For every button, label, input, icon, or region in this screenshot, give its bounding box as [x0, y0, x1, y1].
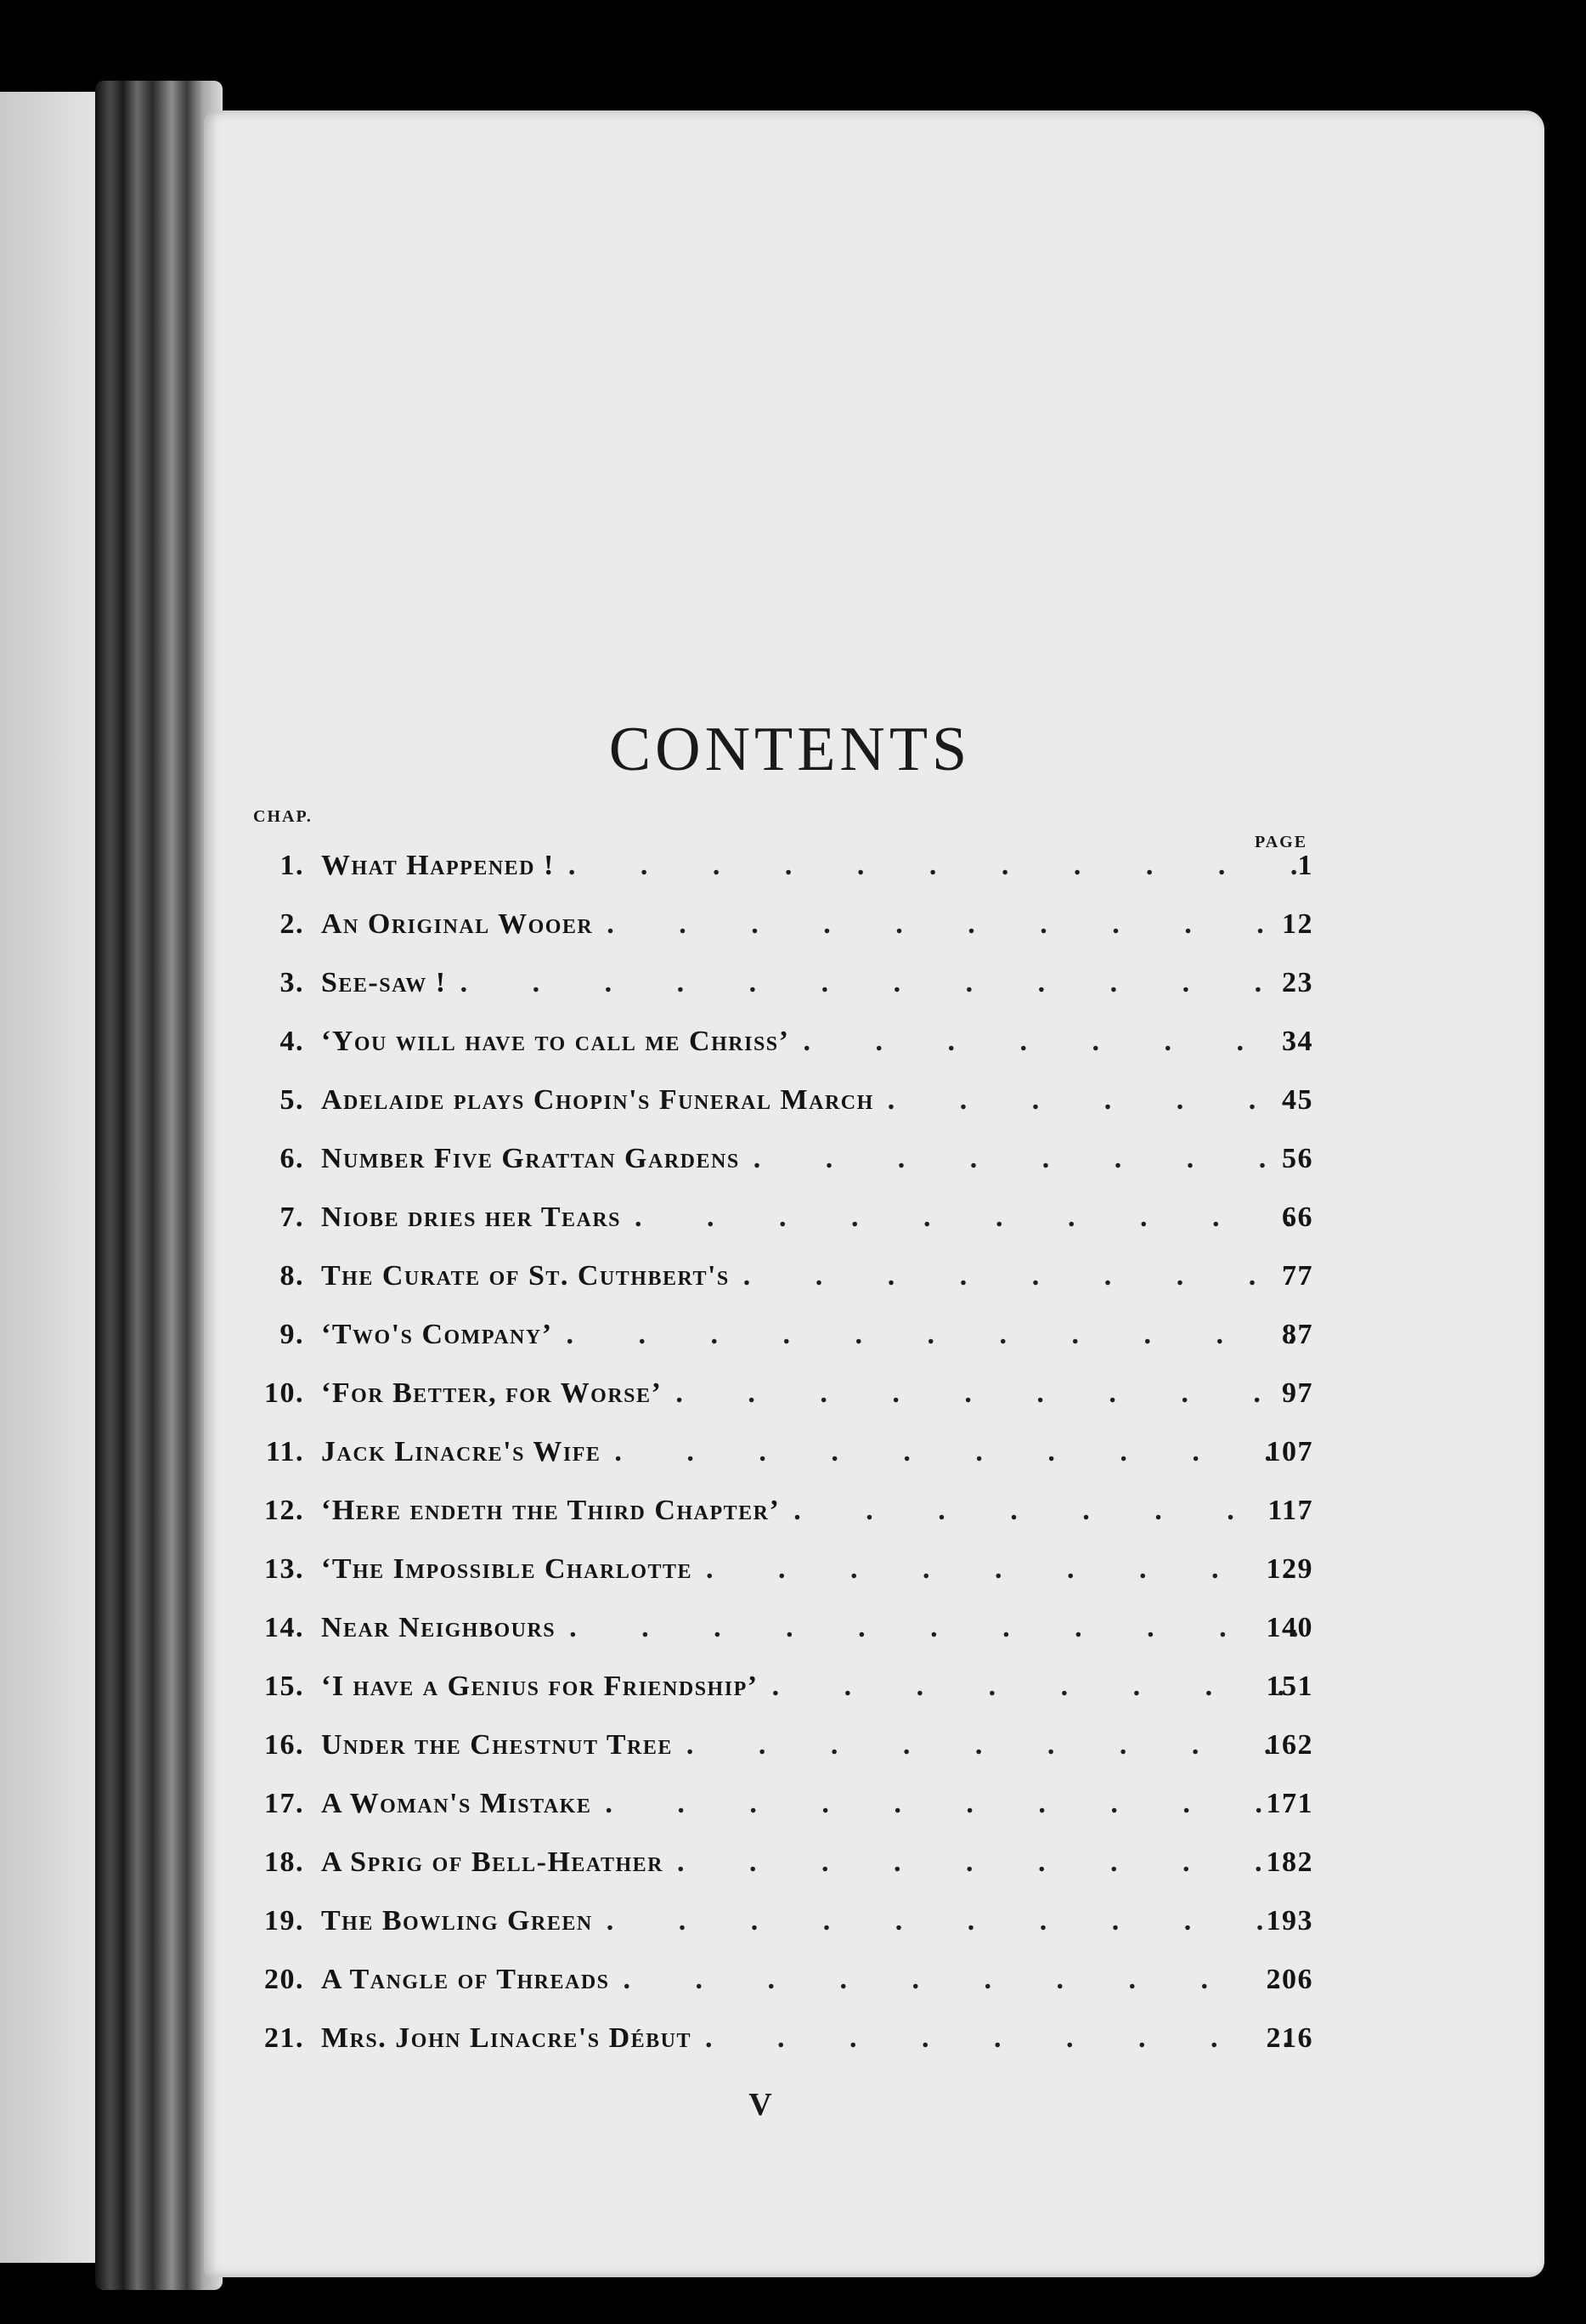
toc-entry [245, 2022, 1315, 2073]
toc-chapter-number: 3. [279, 967, 304, 998]
toc-page-number: 66 [1282, 1202, 1313, 1233]
toc-leader-dots [569, 1612, 1301, 1644]
toc-chapter-title: Niobe dries her Tears [321, 1202, 622, 1233]
toc-page-number: 162 [1266, 1729, 1313, 1761]
toc-page-number: 117 [1267, 1495, 1313, 1526]
toc-chapter-title: The Bowling Green [321, 1905, 593, 1937]
toc-entry [245, 1846, 1315, 1897]
toc-leader-dots [803, 1026, 1301, 1058]
toc-chapter-number: 18. [264, 1846, 304, 1878]
toc-leader-dots [793, 1495, 1301, 1527]
toc-page-number: 34 [1282, 1026, 1313, 1057]
toc-chapter-title: Number Five Grattan Gardens [321, 1143, 740, 1174]
toc-entry [245, 1436, 1315, 1487]
toc-leader-dots [753, 1143, 1301, 1175]
toc-leader-dots [635, 1202, 1301, 1234]
toc-page-number: 129 [1266, 1553, 1313, 1585]
toc-chapter-number: 5. [279, 1084, 304, 1116]
toc-page-number: 45 [1282, 1084, 1313, 1116]
toc-chapter-title: An Original Wooer [321, 908, 594, 940]
toc-leader-dots [677, 1846, 1301, 1879]
toc-entry [245, 1553, 1315, 1604]
toc-entry [245, 1026, 1315, 1077]
toc-entry [245, 1202, 1315, 1252]
toc-chapter-title: ‘You will have to call me Chriss’ [321, 1026, 790, 1057]
toc-chapter-title: A Sprig of Bell-Heather [321, 1846, 663, 1878]
toc-page-number: 140 [1266, 1612, 1313, 1643]
toc-leader-dots [772, 1671, 1301, 1703]
toc-chapter-number: 21. [264, 2022, 304, 2054]
toc-chapter-number: 20. [264, 1964, 304, 1995]
toc-chapter-title: Adelaide plays Chopin's Funeral March [321, 1084, 874, 1116]
toc-page-number: 107 [1266, 1436, 1313, 1467]
toc-chapter-title: What Happened ! [321, 850, 555, 881]
toc-chapter-number: 2. [279, 908, 304, 940]
toc-leader-dots [675, 1377, 1301, 1410]
toc-leader-dots [614, 1436, 1301, 1468]
toc-entry [245, 1084, 1315, 1135]
toc-leader-dots [743, 1260, 1301, 1292]
toc-page-number: 182 [1266, 1846, 1313, 1878]
toc-entry [245, 850, 1315, 901]
toc-page-number: 87 [1282, 1319, 1313, 1350]
toc-chapter-title: Under the Chestnut Tree [321, 1729, 673, 1761]
toc-leader-dots [624, 1964, 1302, 1996]
toc-page-number: 23 [1282, 967, 1313, 998]
toc-chapter-title: ‘Two's Company’ [321, 1319, 553, 1350]
toc-page-number: 77 [1282, 1260, 1313, 1292]
toc-entry [245, 1260, 1315, 1311]
toc-chapter-title: ‘Here endeth the Third Chapter’ [321, 1495, 781, 1526]
toc-entry [245, 1964, 1315, 2015]
toc-chapter-number: 16. [264, 1729, 304, 1761]
toc-chapter-number: 10. [264, 1377, 304, 1409]
toc-leader-dots [568, 850, 1301, 882]
chapter-column-label: CHAP. [253, 807, 313, 826]
toc-chapter-title: The Curate of St. Cuthbert's [321, 1260, 730, 1292]
page-folio: V [748, 2087, 772, 2123]
toc-entry [245, 1377, 1315, 1428]
toc-entry [245, 1143, 1315, 1194]
toc-page-number: 206 [1266, 1964, 1313, 1995]
toc-entry [245, 1612, 1315, 1663]
toc-chapter-title: ‘The Impossible Charlotte [321, 1553, 693, 1585]
toc-entry [245, 1319, 1315, 1370]
toc-leader-dots [706, 1553, 1301, 1586]
toc-page-number: 1 [1297, 850, 1313, 881]
toc-entry [245, 908, 1315, 959]
toc-chapter-title: See-saw ! [321, 967, 447, 998]
toc-chapter-number: 9. [279, 1319, 304, 1350]
toc-page-number: 151 [1266, 1671, 1313, 1702]
toc-chapter-title: A Tangle of Threads [321, 1964, 610, 1995]
toc-entry [245, 967, 1315, 1018]
toc-page-number: 97 [1282, 1377, 1313, 1409]
toc-chapter-number: 13. [264, 1553, 304, 1585]
toc-page-number: 12 [1282, 908, 1313, 940]
toc-leader-dots [460, 967, 1301, 999]
toc-chapter-number: 6. [279, 1143, 304, 1174]
toc-page-number: 193 [1266, 1905, 1313, 1937]
toc-entry [245, 1788, 1315, 1839]
toc-chapter-number: 7. [279, 1202, 304, 1233]
toc-chapter-number: 15. [264, 1671, 304, 1702]
toc-entry [245, 1671, 1315, 1722]
toc-chapter-title: ‘I have a Genius for Friendship’ [321, 1671, 759, 1702]
toc-leader-dots [686, 1729, 1301, 1761]
toc-leader-dots [705, 2022, 1301, 2055]
toc-page-number: 56 [1282, 1143, 1313, 1174]
toc-chapter-number: 12. [264, 1495, 304, 1526]
toc-chapter-number: 11. [265, 1436, 304, 1467]
page-title: CONTENTS [608, 715, 972, 784]
toc-page-number: 216 [1266, 2022, 1313, 2054]
toc-leader-dots [607, 908, 1301, 941]
toc-leader-dots [607, 1905, 1301, 1937]
toc-entry [245, 1905, 1315, 1956]
toc-entry [245, 1729, 1315, 1780]
toc-chapter-number: 19. [264, 1905, 304, 1937]
toc-leader-dots [605, 1788, 1301, 1820]
toc-chapter-number: 4. [279, 1026, 304, 1057]
toc-page-number: 171 [1266, 1788, 1313, 1819]
toc-chapter-number: 8. [279, 1260, 304, 1292]
toc-leader-dots [567, 1319, 1301, 1351]
toc-chapter-title: Jack Linacre's Wife [321, 1436, 601, 1467]
page-column-label: PAGE [1255, 833, 1308, 851]
toc-chapter-number: 14. [264, 1612, 304, 1643]
toc-chapter-title: A Woman's Mistake [321, 1788, 592, 1819]
toc-chapter-number: 1. [279, 850, 304, 881]
toc-chapter-number: 17. [264, 1788, 304, 1819]
toc-chapter-title: ‘For Better, for Worse’ [321, 1377, 663, 1409]
toc-chapter-title: Mrs. John Linacre's Début [321, 2022, 691, 2054]
toc-chapter-title: Near Neighbours [321, 1612, 556, 1643]
toc-entry [245, 1495, 1315, 1546]
